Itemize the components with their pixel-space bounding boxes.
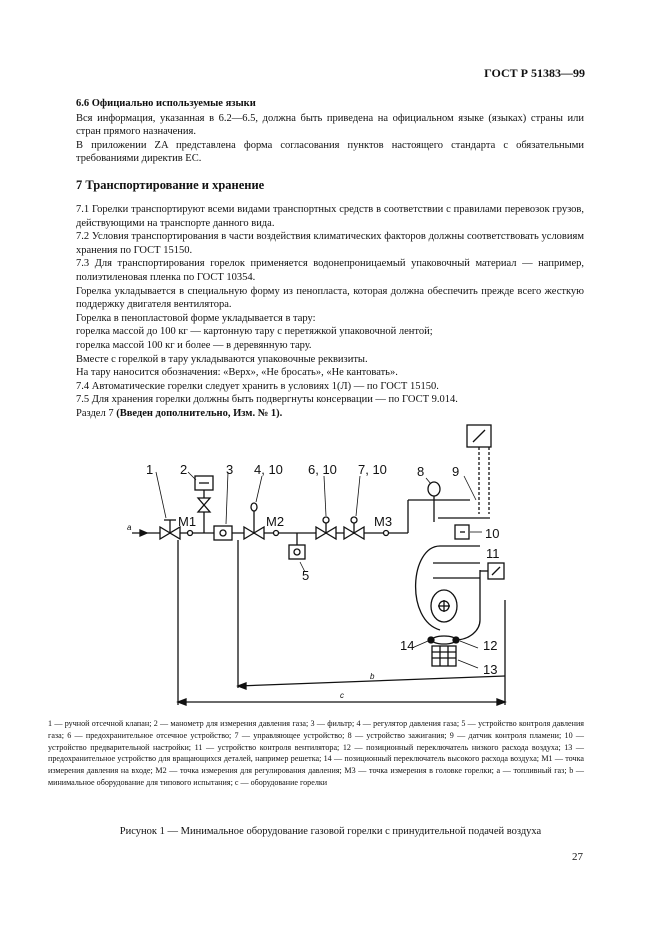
m2-point (274, 531, 279, 536)
label-m1: M1 (178, 514, 197, 529)
label-14: 14 (400, 638, 415, 653)
paragraph: В приложении ZA представлена форма согласования пунктов настоящего стандарта с обязательными требованиями директив ЕС. (76, 139, 584, 165)
label-4-10: 4, 10 (254, 462, 283, 477)
valve-1 (160, 527, 170, 539)
label-m3: M3 (374, 514, 393, 529)
label-3: 3 (226, 462, 234, 477)
label-5: 5 (302, 568, 310, 583)
control-valve-7 (344, 527, 354, 539)
label-8: 8 (417, 464, 425, 479)
label-9: 9 (452, 464, 460, 479)
pressure-switch-5 (289, 545, 305, 559)
regulator-4 (244, 527, 254, 539)
m1-point (188, 531, 193, 536)
paragraph: 7.2 Условия транспортирования в части воздействия климатических факторов должны соответствовать условиям хранения по ГОСТ 15150. (76, 231, 584, 256)
figure-legend: 1 — ручной отсечной клапан; 2 — манометр для измерения давления газа; 3 — фильтр; 4 — регулятор давления газа; 5 — устройство контроля давления газа; 6 — предохранительное отсечное устройство; 7 — управляющее устройство; 8 — устройство зажигания; 9 — датчик контроля пламени; 10 — устройство предварительной настройки; 11 — устройство контроля вентилятора; 12 — позиционный переключатель низкого расхода воздуха; 13 — предохранительное устройство для вращающихся деталей, например решетка; 14 — позиционный переключатель высокого расхода воздуха; M1 — точка измерения давления на входе; M2 — точка измерения для регулирования давления; M3 — точка измерения в головке горелки; a — топливный газ; b — минимальное оборудование для типового испытания; c — оборудование горелки (48, 719, 584, 787)
paragraph: Вместе с горелкой в тару укладываются упаковочные реквизиты. (76, 353, 368, 365)
label-7-10: 7, 10 (358, 462, 387, 477)
paragraph: Горелка укладывается в специальную форму из пенопласта, которая должна обеспечить прежде всего жесткую поддержку двигателя вентилятора. (76, 285, 584, 311)
paragraph: На тару наносится обозначения: «Верх», «Не бросать», «Не кантовать». (76, 367, 398, 379)
paragraph: Вся информация, указанная в 6.2—6.5, должна быть приведена на официальном языке (языках) страны или стран прямого назначения. (76, 112, 584, 138)
paragraph: 7.4 Автоматические горелки следует хранить в условиях 1(Л) — по ГОСТ 15150. (76, 380, 439, 392)
label-1: 1 (146, 462, 154, 477)
paragraph: 7.3 Для транспортирования горелок применяется водонепроницаемый упаковочный материал — например, полиэтиленовая пленка по ГОСТ 10354. (76, 258, 584, 283)
paragraph: 7.5 Для хранения горелки должны быть подвергнуты консервации — по ГОСТ 9.014. (76, 394, 458, 406)
label-6-10: 6, 10 (308, 462, 337, 477)
paragraph: горелка массой до 100 кг — картонную тару с перетяжкой упаковочной лентой; (76, 326, 433, 338)
safety-valve-6 (316, 527, 326, 539)
label-2: 2 (180, 462, 188, 477)
igniter-8 (428, 482, 440, 496)
inlet-arrow (140, 530, 147, 536)
label-m2: M2 (266, 514, 285, 529)
standard-header: ГОСТ Р 51383—99 (484, 66, 585, 80)
label-a: a (127, 523, 132, 532)
paragraph: Горелка в пенопластовой форме укладывается в тару: (76, 312, 316, 324)
page-number: 27 (572, 851, 583, 863)
section-7-title: 7 Транспортирование и хранение (76, 178, 265, 192)
section-6-6-title: 6.6 Официально используемые языки (76, 98, 256, 109)
amendment-bold: (Введен дополнительно, Изм. № 1). (116, 407, 283, 419)
guard-13 (432, 646, 456, 666)
label-b: b (370, 672, 375, 681)
amendment-prefix: Раздел 7 (76, 407, 114, 419)
filter-3 (214, 526, 232, 540)
label-10: 10 (485, 526, 500, 541)
paragraph: горелка массой 100 кг и более — в деревянную тару. (76, 339, 312, 351)
label-12: 12 (483, 638, 498, 653)
paragraph: 7.1 Горелки транспортируют всеми видами транспортных средств в соответствии с правилами перевозок грузов, действующими на транспорте данного вида. (76, 204, 584, 229)
m3-point (384, 531, 389, 536)
label-13: 13 (483, 662, 498, 677)
label-11: 11 (486, 546, 500, 561)
figure-caption: Рисунок 1 — Минимальное оборудование газовой горелки с принудительной подачей воздуха (119, 826, 542, 837)
label-c: c (340, 691, 344, 700)
